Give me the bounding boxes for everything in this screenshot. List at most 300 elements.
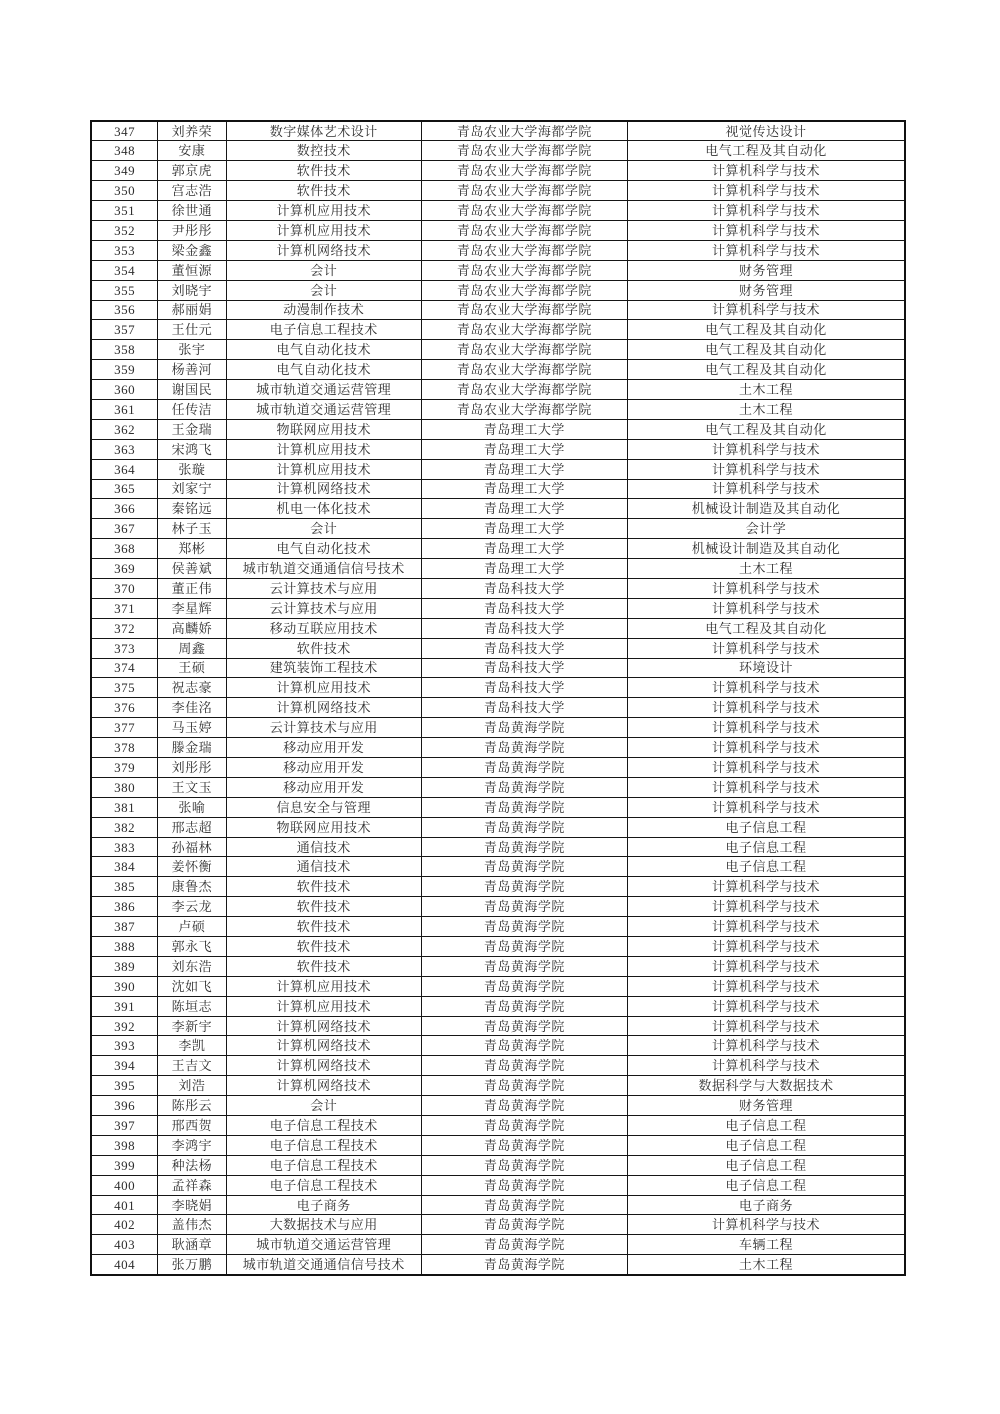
cell-student-name: 姜怀衡 <box>158 857 226 877</box>
cell-current-major: 电子信息工程技术 <box>226 320 421 340</box>
cell-college: 青岛黄海学院 <box>421 777 627 797</box>
cell-row-number: 374 <box>91 658 158 678</box>
cell-current-major: 数字媒体艺术设计 <box>226 121 421 141</box>
cell-current-major: 会计 <box>226 280 421 300</box>
cell-current-major: 云计算技术与应用 <box>226 598 421 618</box>
cell-current-major: 电气自动化技术 <box>226 539 421 559</box>
cell-college: 青岛农业大学海都学院 <box>421 141 627 161</box>
table-row <box>91 1195 905 1215</box>
cell-college: 青岛黄海学院 <box>421 1215 627 1235</box>
cell-student-name: 董恒源 <box>158 260 226 280</box>
cell-current-major: 计算机应用技术 <box>226 678 421 698</box>
cell-row-number: 356 <box>91 300 158 320</box>
cell-target-major: 计算机科学与技术 <box>627 439 905 459</box>
cell-row-number: 367 <box>91 519 158 539</box>
cell-student-name: 孙福林 <box>158 837 226 857</box>
cell-college: 青岛农业大学海都学院 <box>421 300 627 320</box>
cell-current-major: 计算机网络技术 <box>226 698 421 718</box>
cell-college: 青岛黄海学院 <box>421 897 627 917</box>
cell-current-major: 电气自动化技术 <box>226 340 421 360</box>
table-row <box>91 1235 905 1255</box>
cell-row-number: 347 <box>91 121 158 141</box>
cell-target-major: 计算机科学与技术 <box>627 937 905 957</box>
cell-college: 青岛农业大学海都学院 <box>421 380 627 400</box>
cell-student-name: 董正伟 <box>158 578 226 598</box>
cell-row-number: 399 <box>91 1155 158 1175</box>
cell-current-major: 城市轨道交通运营管理 <box>226 1235 421 1255</box>
cell-college: 青岛黄海学院 <box>421 1116 627 1136</box>
cell-college: 青岛理工大学 <box>421 539 627 559</box>
cell-college: 青岛理工大学 <box>421 559 627 579</box>
cell-row-number: 348 <box>91 141 158 161</box>
cell-college: 青岛科技大学 <box>421 678 627 698</box>
cell-row-number: 386 <box>91 897 158 917</box>
table-row <box>91 280 905 300</box>
cell-college: 青岛黄海学院 <box>421 1235 627 1255</box>
cell-college: 青岛黄海学院 <box>421 1135 627 1155</box>
cell-college: 青岛黄海学院 <box>421 1096 627 1116</box>
cell-college: 青岛科技大学 <box>421 698 627 718</box>
cell-row-number: 352 <box>91 220 158 240</box>
cell-current-major: 移动互联应用技术 <box>226 618 421 638</box>
cell-student-name: 李佳洺 <box>158 698 226 718</box>
cell-target-major: 电气工程及其自动化 <box>627 141 905 161</box>
cell-current-major: 计算机网络技术 <box>226 1076 421 1096</box>
cell-row-number: 375 <box>91 678 158 698</box>
cell-current-major: 电子商务 <box>226 1195 421 1215</box>
cell-current-major: 软件技术 <box>226 897 421 917</box>
cell-target-major: 计算机科学与技术 <box>627 917 905 937</box>
cell-college: 青岛黄海学院 <box>421 1016 627 1036</box>
cell-college: 青岛科技大学 <box>421 658 627 678</box>
cell-target-major: 计算机科学与技术 <box>627 300 905 320</box>
cell-current-major: 软件技术 <box>226 181 421 201</box>
cell-target-major: 电子信息工程 <box>627 857 905 877</box>
table-row <box>91 976 905 996</box>
cell-target-major: 计算机科学与技术 <box>627 777 905 797</box>
cell-college: 青岛黄海学院 <box>421 956 627 976</box>
table-row <box>91 1255 905 1275</box>
cell-college: 青岛黄海学院 <box>421 758 627 778</box>
cell-row-number: 397 <box>91 1116 158 1136</box>
cell-current-major: 通信技术 <box>226 837 421 857</box>
cell-student-name: 宋鸿飞 <box>158 439 226 459</box>
cell-college: 青岛黄海学院 <box>421 1155 627 1175</box>
cell-row-number: 372 <box>91 618 158 638</box>
cell-college: 青岛理工大学 <box>421 519 627 539</box>
cell-row-number: 366 <box>91 499 158 519</box>
cell-student-name: 刘晓宇 <box>158 280 226 300</box>
cell-college: 青岛农业大学海都学院 <box>421 181 627 201</box>
cell-target-major: 计算机科学与技术 <box>627 758 905 778</box>
table-row <box>91 1175 905 1195</box>
cell-target-major: 计算机科学与技术 <box>627 678 905 698</box>
cell-current-major: 软件技术 <box>226 937 421 957</box>
cell-row-number: 393 <box>91 1036 158 1056</box>
cell-college: 青岛农业大学海都学院 <box>421 340 627 360</box>
cell-student-name: 盖伟杰 <box>158 1215 226 1235</box>
cell-current-major: 移动应用开发 <box>226 777 421 797</box>
cell-college: 青岛黄海学院 <box>421 738 627 758</box>
table-row <box>91 956 905 976</box>
cell-college: 青岛理工大学 <box>421 459 627 479</box>
cell-student-name: 张璇 <box>158 459 226 479</box>
table-row <box>91 1076 905 1096</box>
cell-row-number: 395 <box>91 1076 158 1096</box>
cell-target-major: 机械设计制造及其自动化 <box>627 539 905 559</box>
table-row <box>91 797 905 817</box>
cell-row-number: 353 <box>91 240 158 260</box>
cell-college: 青岛黄海学院 <box>421 937 627 957</box>
cell-target-major: 电子信息工程 <box>627 837 905 857</box>
cell-college: 青岛黄海学院 <box>421 1036 627 1056</box>
cell-student-name: 郭京虎 <box>158 161 226 181</box>
cell-current-major: 城市轨道交通运营管理 <box>226 399 421 419</box>
cell-student-name: 李鸿宇 <box>158 1135 226 1155</box>
cell-target-major: 电气工程及其自动化 <box>627 360 905 380</box>
cell-target-major: 财务管理 <box>627 1096 905 1116</box>
table-row <box>91 996 905 1016</box>
cell-student-name: 李新宇 <box>158 1016 226 1036</box>
table-row <box>91 201 905 221</box>
cell-student-name: 刘浩 <box>158 1076 226 1096</box>
cell-college: 青岛黄海学院 <box>421 837 627 857</box>
cell-row-number: 391 <box>91 996 158 1016</box>
cell-row-number: 394 <box>91 1056 158 1076</box>
cell-student-name: 张万鹏 <box>158 1255 226 1275</box>
table-row <box>91 1215 905 1235</box>
cell-target-major: 计算机科学与技术 <box>627 479 905 499</box>
cell-student-name: 耿涵章 <box>158 1235 226 1255</box>
cell-row-number: 390 <box>91 976 158 996</box>
cell-student-name: 谢国民 <box>158 380 226 400</box>
table-row <box>91 181 905 201</box>
cell-target-major: 电子信息工程 <box>627 1175 905 1195</box>
cell-college: 青岛黄海学院 <box>421 1175 627 1195</box>
cell-current-major: 电子信息工程技术 <box>226 1155 421 1175</box>
table-row <box>91 758 905 778</box>
cell-target-major: 计算机科学与技术 <box>627 181 905 201</box>
cell-student-name: 刘彤彤 <box>158 758 226 778</box>
cell-target-major: 计算机科学与技术 <box>627 738 905 758</box>
cell-student-name: 卢硕 <box>158 917 226 937</box>
cell-college: 青岛黄海学院 <box>421 917 627 937</box>
cell-student-name: 王仕元 <box>158 320 226 340</box>
cell-student-name: 孟祥森 <box>158 1175 226 1195</box>
table-body <box>91 121 905 1275</box>
cell-target-major: 计算机科学与技术 <box>627 877 905 897</box>
cell-college: 青岛农业大学海都学院 <box>421 220 627 240</box>
cell-row-number: 364 <box>91 459 158 479</box>
cell-current-major: 电子信息工程技术 <box>226 1135 421 1155</box>
table-row <box>91 559 905 579</box>
student-transfer-table <box>90 120 906 1276</box>
cell-target-major: 土木工程 <box>627 559 905 579</box>
table-row <box>91 539 905 559</box>
cell-target-major: 土木工程 <box>627 380 905 400</box>
cell-current-major: 计算机应用技术 <box>226 976 421 996</box>
cell-college: 青岛农业大学海都学院 <box>421 121 627 141</box>
cell-target-major: 计算机科学与技术 <box>627 1016 905 1036</box>
cell-target-major: 计算机科学与技术 <box>627 1036 905 1056</box>
cell-target-major: 电气工程及其自动化 <box>627 340 905 360</box>
table-row <box>91 1016 905 1036</box>
cell-student-name: 李凯 <box>158 1036 226 1056</box>
cell-row-number: 404 <box>91 1255 158 1275</box>
cell-current-major: 计算机网络技术 <box>226 479 421 499</box>
table-row <box>91 499 905 519</box>
cell-target-major: 电子商务 <box>627 1195 905 1215</box>
table-row <box>91 1135 905 1155</box>
cell-row-number: 378 <box>91 738 158 758</box>
table-row <box>91 1116 905 1136</box>
cell-student-name: 张喻 <box>158 797 226 817</box>
cell-row-number: 389 <box>91 956 158 976</box>
cell-row-number: 354 <box>91 260 158 280</box>
cell-row-number: 396 <box>91 1096 158 1116</box>
cell-college: 青岛黄海学院 <box>421 1056 627 1076</box>
cell-current-major: 物联网应用技术 <box>226 817 421 837</box>
cell-current-major: 计算机应用技术 <box>226 439 421 459</box>
cell-target-major: 电子信息工程 <box>627 1116 905 1136</box>
cell-target-major: 计算机科学与技术 <box>627 638 905 658</box>
cell-row-number: 403 <box>91 1235 158 1255</box>
cell-target-major: 电子信息工程 <box>627 1135 905 1155</box>
cell-target-major: 计算机科学与技术 <box>627 897 905 917</box>
table-row <box>91 1096 905 1116</box>
cell-current-major: 电子信息工程技术 <box>226 1175 421 1195</box>
cell-student-name: 李星辉 <box>158 598 226 618</box>
cell-row-number: 355 <box>91 280 158 300</box>
cell-student-name: 秦铭远 <box>158 499 226 519</box>
cell-student-name: 李云龙 <box>158 897 226 917</box>
cell-current-major: 计算机网络技术 <box>226 1056 421 1076</box>
cell-current-major: 通信技术 <box>226 857 421 877</box>
cell-student-name: 徐世通 <box>158 201 226 221</box>
cell-row-number: 376 <box>91 698 158 718</box>
table-row <box>91 300 905 320</box>
cell-row-number: 382 <box>91 817 158 837</box>
cell-current-major: 城市轨道交通通信信号技术 <box>226 559 421 579</box>
cell-college: 青岛黄海学院 <box>421 718 627 738</box>
cell-current-major: 计算机应用技术 <box>226 220 421 240</box>
table-row <box>91 917 905 937</box>
cell-current-major: 计算机应用技术 <box>226 996 421 1016</box>
cell-current-major: 计算机应用技术 <box>226 201 421 221</box>
table-row <box>91 439 905 459</box>
cell-student-name: 王硕 <box>158 658 226 678</box>
cell-college: 青岛黄海学院 <box>421 797 627 817</box>
table-row <box>91 399 905 419</box>
cell-target-major: 环境设计 <box>627 658 905 678</box>
cell-row-number: 381 <box>91 797 158 817</box>
cell-student-name: 任传洁 <box>158 399 226 419</box>
cell-row-number: 359 <box>91 360 158 380</box>
cell-current-major: 云计算技术与应用 <box>226 578 421 598</box>
table-row <box>91 459 905 479</box>
cell-current-major: 计算机网络技术 <box>226 240 421 260</box>
cell-student-name: 祝志豪 <box>158 678 226 698</box>
cell-current-major: 物联网应用技术 <box>226 419 421 439</box>
cell-student-name: 梁金鑫 <box>158 240 226 260</box>
table-row <box>91 698 905 718</box>
cell-current-major: 软件技术 <box>226 877 421 897</box>
cell-student-name: 马玉婷 <box>158 718 226 738</box>
cell-current-major: 移动应用开发 <box>226 738 421 758</box>
cell-student-name: 尹彤彤 <box>158 220 226 240</box>
cell-college: 青岛农业大学海都学院 <box>421 240 627 260</box>
table-row <box>91 141 905 161</box>
cell-student-name: 郑彬 <box>158 539 226 559</box>
cell-current-major: 软件技术 <box>226 956 421 976</box>
cell-student-name: 刘东浩 <box>158 956 226 976</box>
cell-target-major: 电气工程及其自动化 <box>627 618 905 638</box>
cell-row-number: 368 <box>91 539 158 559</box>
cell-row-number: 365 <box>91 479 158 499</box>
cell-college: 青岛农业大学海都学院 <box>421 360 627 380</box>
table-row <box>91 857 905 877</box>
cell-college: 青岛农业大学海都学院 <box>421 280 627 300</box>
cell-student-name: 王文玉 <box>158 777 226 797</box>
cell-target-major: 土木工程 <box>627 1255 905 1275</box>
cell-target-major: 计算机科学与技术 <box>627 797 905 817</box>
cell-current-major: 电气自动化技术 <box>226 360 421 380</box>
table-row <box>91 618 905 638</box>
table-row <box>91 320 905 340</box>
cell-student-name: 邢志超 <box>158 817 226 837</box>
cell-student-name: 邢西贺 <box>158 1116 226 1136</box>
cell-college: 青岛农业大学海都学院 <box>421 201 627 221</box>
cell-target-major: 财务管理 <box>627 280 905 300</box>
cell-student-name: 刘养荣 <box>158 121 226 141</box>
cell-current-major: 软件技术 <box>226 161 421 181</box>
cell-target-major: 计算机科学与技术 <box>627 976 905 996</box>
cell-student-name: 李晓娟 <box>158 1195 226 1215</box>
cell-row-number: 383 <box>91 837 158 857</box>
cell-student-name: 安康 <box>158 141 226 161</box>
cell-college: 青岛黄海学院 <box>421 996 627 1016</box>
cell-student-name: 康鲁杰 <box>158 877 226 897</box>
cell-college: 青岛科技大学 <box>421 598 627 618</box>
cell-row-number: 402 <box>91 1215 158 1235</box>
cell-current-major: 会计 <box>226 260 421 280</box>
cell-current-major: 城市轨道交通通信信号技术 <box>226 1255 421 1275</box>
cell-row-number: 379 <box>91 758 158 778</box>
table-row <box>91 479 905 499</box>
table-row <box>91 360 905 380</box>
cell-student-name: 刘家宁 <box>158 479 226 499</box>
cell-row-number: 350 <box>91 181 158 201</box>
cell-current-major: 计算机网络技术 <box>226 1036 421 1056</box>
cell-row-number: 358 <box>91 340 158 360</box>
cell-college: 青岛理工大学 <box>421 419 627 439</box>
table-row <box>91 777 905 797</box>
cell-current-major: 大数据技术与应用 <box>226 1215 421 1235</box>
table-row <box>91 877 905 897</box>
cell-college: 青岛黄海学院 <box>421 976 627 996</box>
cell-row-number: 363 <box>91 439 158 459</box>
cell-student-name: 郝丽娟 <box>158 300 226 320</box>
cell-college: 青岛黄海学院 <box>421 1195 627 1215</box>
cell-current-major: 软件技术 <box>226 638 421 658</box>
table-row <box>91 340 905 360</box>
table-row <box>91 897 905 917</box>
table-row <box>91 578 905 598</box>
cell-target-major: 计算机科学与技术 <box>627 220 905 240</box>
cell-row-number: 384 <box>91 857 158 877</box>
cell-current-major: 会计 <box>226 1096 421 1116</box>
cell-target-major: 计算机科学与技术 <box>627 996 905 1016</box>
cell-target-major: 电气工程及其自动化 <box>627 419 905 439</box>
cell-college: 青岛农业大学海都学院 <box>421 260 627 280</box>
table-row <box>91 240 905 260</box>
table-row <box>91 519 905 539</box>
cell-row-number: 400 <box>91 1175 158 1195</box>
table-row <box>91 937 905 957</box>
cell-row-number: 373 <box>91 638 158 658</box>
cell-row-number: 349 <box>91 161 158 181</box>
cell-target-major: 计算机科学与技术 <box>627 698 905 718</box>
cell-student-name: 种法杨 <box>158 1155 226 1175</box>
cell-student-name: 王吉文 <box>158 1056 226 1076</box>
cell-target-major: 计算机科学与技术 <box>627 578 905 598</box>
cell-student-name: 宫志浩 <box>158 181 226 201</box>
cell-row-number: 357 <box>91 320 158 340</box>
cell-current-major: 动漫制作技术 <box>226 300 421 320</box>
cell-current-major: 软件技术 <box>226 917 421 937</box>
table-row <box>91 161 905 181</box>
cell-row-number: 362 <box>91 419 158 439</box>
cell-college: 青岛理工大学 <box>421 439 627 459</box>
cell-student-name: 高麟娇 <box>158 618 226 638</box>
cell-current-major: 计算机网络技术 <box>226 1016 421 1036</box>
cell-college: 青岛黄海学院 <box>421 817 627 837</box>
cell-college: 青岛科技大学 <box>421 578 627 598</box>
cell-row-number: 369 <box>91 559 158 579</box>
cell-college: 青岛农业大学海都学院 <box>421 399 627 419</box>
cell-current-major: 数控技术 <box>226 141 421 161</box>
cell-target-major: 数据科学与大数据技术 <box>627 1076 905 1096</box>
cell-target-major: 视觉传达设计 <box>627 121 905 141</box>
cell-college: 青岛科技大学 <box>421 618 627 638</box>
cell-college: 青岛农业大学海都学院 <box>421 161 627 181</box>
table-row <box>91 638 905 658</box>
cell-college: 青岛理工大学 <box>421 479 627 499</box>
table-row <box>91 1036 905 1056</box>
cell-target-major: 计算机科学与技术 <box>627 459 905 479</box>
cell-student-name: 杨善河 <box>158 360 226 380</box>
cell-current-major: 电子信息工程技术 <box>226 1116 421 1136</box>
table-row <box>91 121 905 141</box>
table-row <box>91 1155 905 1175</box>
cell-student-name: 周鑫 <box>158 638 226 658</box>
cell-college: 青岛理工大学 <box>421 499 627 519</box>
cell-target-major: 计算机科学与技术 <box>627 718 905 738</box>
cell-student-name: 沈如飞 <box>158 976 226 996</box>
table-row <box>91 678 905 698</box>
table-row <box>91 598 905 618</box>
table-row <box>91 658 905 678</box>
table-row <box>91 419 905 439</box>
cell-student-name: 陈彤云 <box>158 1096 226 1116</box>
cell-current-major: 建筑装饰工程技术 <box>226 658 421 678</box>
cell-target-major: 土木工程 <box>627 399 905 419</box>
cell-college: 青岛科技大学 <box>421 638 627 658</box>
cell-target-major: 车辆工程 <box>627 1235 905 1255</box>
table-row <box>91 1056 905 1076</box>
cell-target-major: 会计学 <box>627 519 905 539</box>
cell-current-major: 计算机应用技术 <box>226 459 421 479</box>
